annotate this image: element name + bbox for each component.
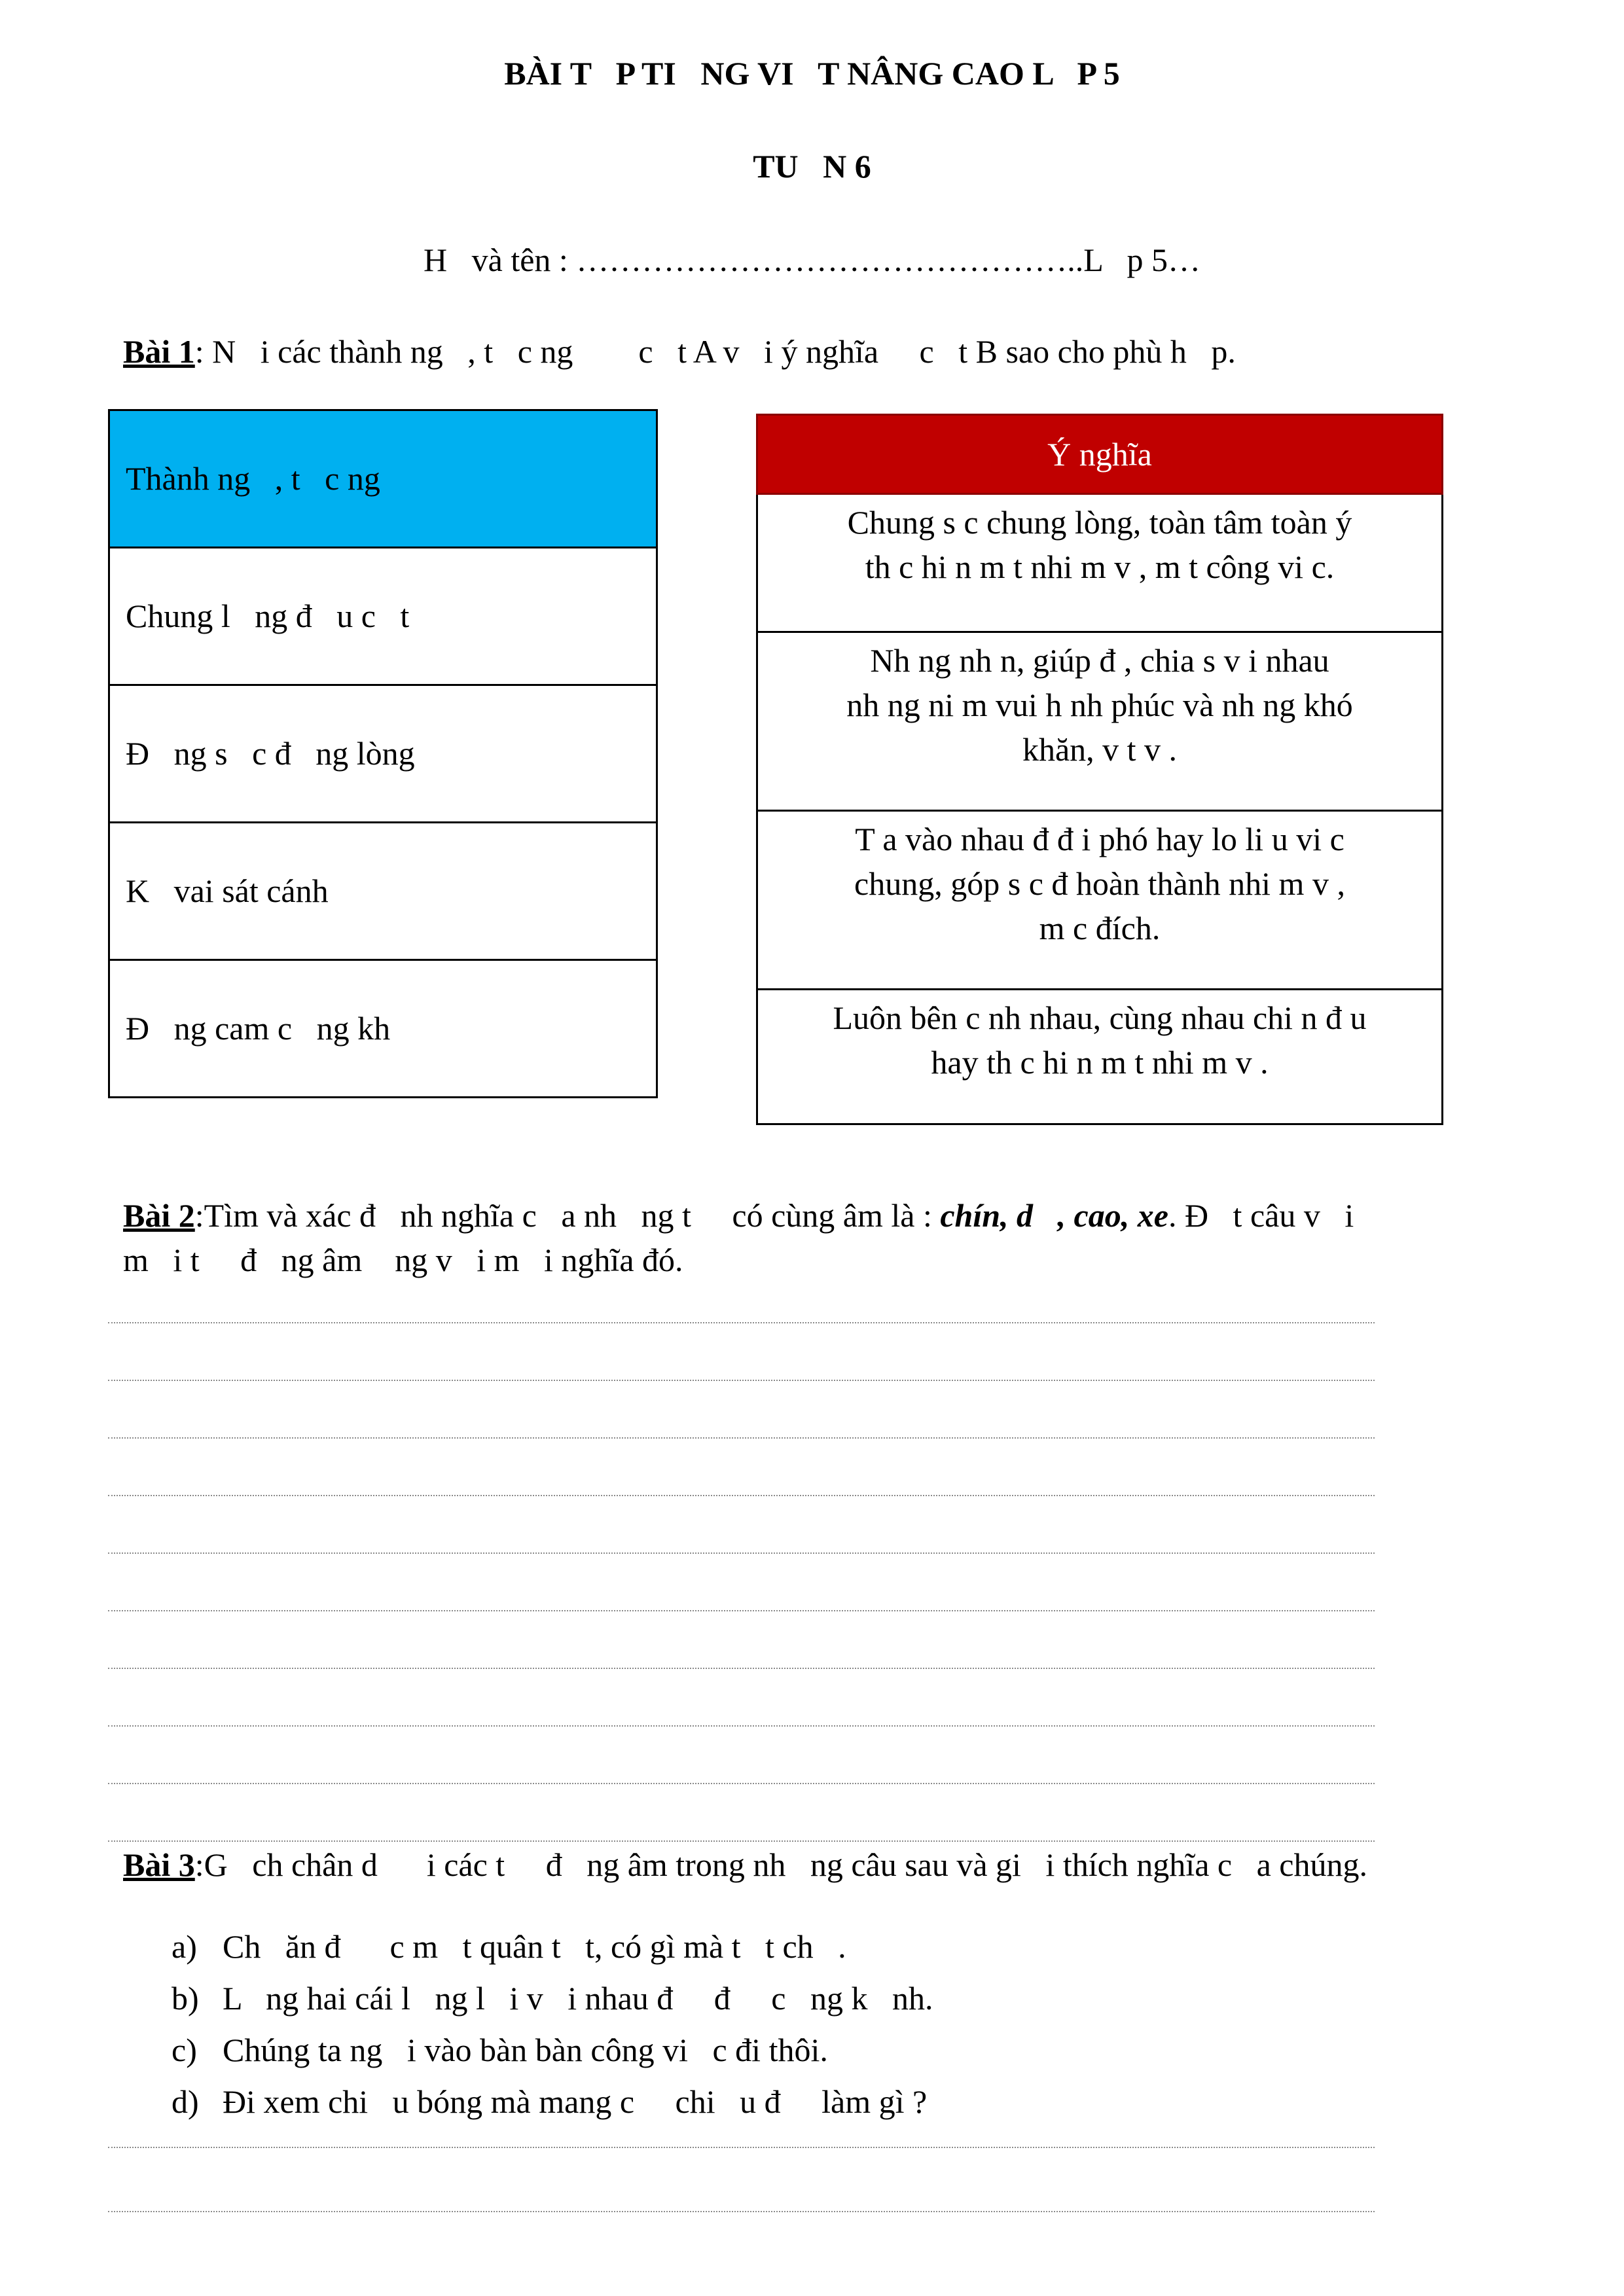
column-a-item: Đ ng s c đ ng lòng bbox=[109, 685, 657, 823]
answer-line[interactable] bbox=[108, 1552, 1375, 1554]
item-text: Đi xem chi u bóng mà mang c chi u đ làm gì ? bbox=[223, 2083, 928, 2120]
column-a-item: Đ ng cam c ng kh bbox=[109, 960, 657, 1098]
answer-line[interactable] bbox=[108, 1725, 1375, 1727]
column-b-item: T a vào nhau đ đ i phó hay lo li u vi c chung, góp s c đ hoàn thành nhi m v , m c đích. bbox=[757, 811, 1443, 990]
item-marker: a) bbox=[171, 1928, 197, 1965]
item-text: Chúng ta ng i vào bàn bàn công vi c đi thôi. bbox=[223, 2032, 828, 2068]
bai1-instruction: : N i các thành ng , t c ng c t A v i ý nghĩa c t B sao cho phù h p. bbox=[194, 333, 1236, 370]
list-item bbox=[171, 2076, 933, 2128]
bai2-heading bbox=[123, 1194, 1354, 1237]
bai2-emphasis-words: chín, d , cao, xe bbox=[940, 1197, 1168, 1234]
column-a-item: Chung l ng đ u c t bbox=[109, 548, 657, 685]
answer-line[interactable] bbox=[108, 1610, 1375, 1611]
column-a-header: Thành ng , t c ng bbox=[109, 410, 657, 548]
answer-line[interactable] bbox=[108, 1437, 1375, 1439]
column-b-item: Luôn bên c nh nhau, cùng nhau chi n đ u hay th c hi n m t nhi m v . bbox=[757, 990, 1443, 1124]
column-b-item: Nh ng nh n, giúp đ , chia s v i nhau nh ng ni m vui h nh phúc và nh ng khó khăn, v t v . bbox=[757, 632, 1443, 811]
column-a-table bbox=[108, 409, 658, 1098]
item-marker: b) bbox=[171, 1980, 199, 2017]
column-b-header: Ý nghĩa bbox=[757, 415, 1443, 494]
list-item bbox=[171, 1921, 933, 1973]
bai2-text-before: :Tìm và xác đ nh nghĩa c a nh ng t có cùng âm là : bbox=[194, 1197, 941, 1234]
bai3-instruction: :G ch chân d i các t đ ng âm trong nh ng câu sau và gi i thích nghĩa c a chúng. bbox=[194, 1846, 1367, 1883]
answer-line[interactable] bbox=[108, 1495, 1375, 1496]
bai2-label: Bài 2 bbox=[123, 1197, 195, 1234]
answer-line[interactable] bbox=[108, 2147, 1375, 2148]
item-marker: d) bbox=[171, 2083, 199, 2120]
column-a-item: K vai sát cánh bbox=[109, 823, 657, 960]
list-item bbox=[171, 1973, 933, 2024]
item-text: L ng hai cái l ng l i v i nhau đ đ c ng k nh. bbox=[223, 1980, 933, 2017]
item-marker: c) bbox=[171, 2032, 197, 2068]
answer-line[interactable] bbox=[108, 1783, 1375, 1784]
name-class-line: H và tên : ………………………………………..L p 5… bbox=[424, 242, 1200, 278]
bai1-heading bbox=[123, 331, 1236, 373]
column-b-table bbox=[756, 414, 1443, 1125]
bai3-heading bbox=[123, 1844, 1367, 1886]
answer-line[interactable] bbox=[108, 1380, 1375, 1381]
item-text: Ch ăn đ c m t quân t t, có gì mà t t ch . bbox=[223, 1928, 846, 1965]
answer-line[interactable] bbox=[108, 1668, 1375, 1669]
answer-line[interactable] bbox=[108, 1840, 1375, 1842]
bai3-sentence-list bbox=[171, 1921, 933, 2128]
answer-line[interactable] bbox=[108, 1322, 1375, 1323]
bai3-label: Bài 3 bbox=[123, 1846, 195, 1883]
worksheet-title: BÀI T P TI NG VI T NÂNG CAO L P 5 bbox=[504, 55, 1120, 92]
week-label: TU N 6 bbox=[753, 148, 871, 185]
bai2-text-after: . Đ t câu v i bbox=[1168, 1197, 1354, 1234]
bai1-label: Bài 1 bbox=[123, 333, 195, 370]
list-item bbox=[171, 2024, 933, 2076]
answer-line[interactable] bbox=[108, 2211, 1375, 2212]
bai2-line2: m i t đ ng âm ng v i m i nghĩa đó. bbox=[123, 1242, 683, 1278]
column-b-item: Chung s c chung lòng, toàn tâm toàn ý th c hi n m t nhi m v , m t công vi c. bbox=[757, 494, 1443, 632]
